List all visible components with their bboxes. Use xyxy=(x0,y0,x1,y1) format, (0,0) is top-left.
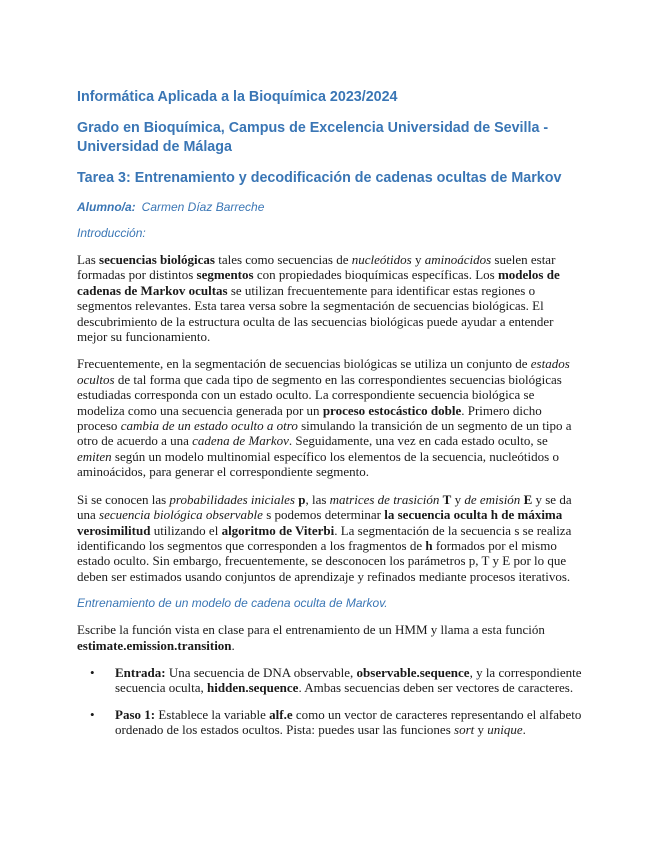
bullet-icon: • xyxy=(90,706,95,722)
course-title: Informática Aplicada a la Bioquímica 2023/2024 xyxy=(77,89,398,105)
intro-paragraph-3: Si se conocen las probabilidades iniciales p, las matrices de trasición T y de emisión E y se da una secuencia biológica observable s podemos determinar la secuencia oculta h de máxima verosimilitud utilizando el algoritmo de Viterbi. La segmentación de la secuencia s se realiza identificando los segmentos que corresponden a los fragmentos de h formados por el mismo estado oculto. Sin embargo, frecuentemente, se desconocen los parámetros p, T y E por lo que deben ser estimados usando conjuntos de aprendizaje y refinados mediante procesos iterativos. xyxy=(77,491,572,584)
intro-paragraph-1: Las secuencias biológicas tales como secuencias de nucleótidos y aminoácidos suelen estar formadas por distintos segmentos con propiedades bioquímicas específicas. Los modelos de cadenas de Markov ocultas se utilizan frecuentemente para identificar estas regiones o segmentos relevantes. Esta tarea versa sobre la segmentación de secuencias biológicas. El descubrimiento de la estructura oculta de las secuencias biológicas puede ayudar a entender mejor su funcionamiento. xyxy=(77,252,560,345)
list-item-input: • Entrada: Una secuencia de DNA observable, observable.sequence, y la correspondiente secuencia oculta, hidden.sequence. Ambas secuencias deben ser vectores de caracteres. xyxy=(90,664,582,696)
student-name: Carmen Díaz Barreche xyxy=(141,200,265,214)
training-heading: Entrenamiento de un modelo de cadena oculta de Markov. xyxy=(77,596,388,611)
intro-heading: Introducción: xyxy=(77,226,146,240)
steps-list xyxy=(77,665,585,738)
training-paragraph: Escribe la función vista en clase para el entrenamiento de un HMM y llama a esta función estimate.emission.transition. xyxy=(77,622,545,653)
task-title: Tarea 3: Entrenamiento y decodificación de cadenas ocultas de Markov xyxy=(77,170,562,186)
bullet-icon: • xyxy=(90,664,95,680)
list-item-step-1: • Paso 1: Establece la variable alf.e como un vector de caracteres representando el alfabeto ordenado de los estados ocultos. Pista: puedes usar las funciones sort y unique. xyxy=(90,706,582,738)
student-label: Alumno/a: xyxy=(77,200,136,214)
intro-paragraph-2: Frecuentemente, en la segmentación de secuencias biológicas se utiliza un conjunto de estados ocultos de tal forma que cada tipo de segmento en las correspondientes secuencias biológicas estudiadas corresponda con un estado oculto. La correspondiente secuencia biológica se modeliza como una secuencia generada por un proceso estocástico doble. Primero dicho proceso cambia de un estado oculto a otro simulando la transición de un segmento de un tipo a otro de acuerdo a una cadena de Markov. Seguidamente, una vez en cada estado oculto, se emiten según un modelo multinomial específico los elementos de la secuencia, nucleótidos o aminoácidos, para generar el correspondiente segmento. xyxy=(77,356,572,480)
degree-title: Grado en Bioquímica, Campus de Excelencia Universidad de Sevilla - Universidad de Málaga xyxy=(77,120,549,155)
student-line xyxy=(77,200,585,214)
